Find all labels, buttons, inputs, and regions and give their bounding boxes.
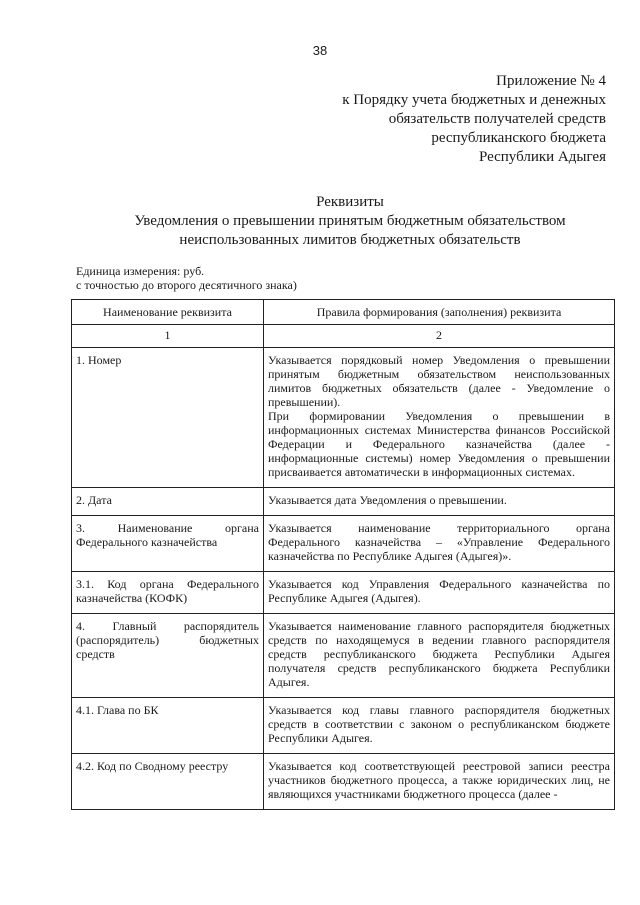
units-line: с точностью до второго десятичного знака) [76, 278, 297, 292]
column-number: 1 [72, 325, 264, 348]
table-header-row [72, 300, 615, 325]
requisite-name: 4.1. Глава по БК [72, 698, 264, 754]
appendix-line: Республики Адыгея [478, 149, 606, 165]
rule-paragraph: Указывается порядковый номер Уведомления о превышении принятым бюджетным обязательством неиспользованных лимитов бюджетных обязательств (далее - Уведомление о превышении). [268, 353, 610, 409]
heading-subtitle: неиспользованных лимитов бюджетных обязательств [179, 232, 521, 248]
requisite-name: 3. Наименование органа Федерального казначейства [72, 516, 264, 572]
column-number-row [72, 325, 615, 348]
heading-subtitle: Уведомления о превышении принятым бюджетным обязательством [134, 213, 566, 229]
table-row [72, 348, 615, 488]
column-number: 2 [264, 325, 615, 348]
page-number: 38 [312, 43, 328, 58]
requisite-name: 4. Главный распорядитель (распорядитель) бюджетных средств [72, 614, 264, 698]
appendix-line: республиканского бюджета [431, 130, 606, 146]
table-row [72, 488, 615, 516]
requisite-name: 3.1. Код органа Федерального казначейства (КОФК) [72, 572, 264, 614]
requisite-name: 4.2. Код по Сводному реестру [72, 754, 264, 810]
units-line: Единица измерения: руб. [76, 264, 205, 278]
requisite-rule: Указывается код соответствующей реестровой записи реестра участников бюджетного процесса, а также юридических лиц, не являющихся участниками бюджетного процесса (далее - [264, 754, 615, 810]
requisites-table [71, 299, 615, 810]
column-header: Наименование реквизита [72, 300, 264, 325]
requisite-name: 1. Номер [72, 348, 264, 488]
table-row [72, 614, 615, 698]
requisite-rule: Указывается наименование территориального органа Федерального казначейства – «Управление Федерального казначейства по Республике Адыгея (Адыгея)». [264, 516, 615, 572]
requisite-rule [264, 348, 615, 488]
document-heading [60, 193, 640, 250]
table-row [72, 572, 615, 614]
appendix-line: обязательств получателей средств [388, 111, 606, 127]
table-row [72, 516, 615, 572]
appendix-line: к Порядку учета бюджетных и денежных [342, 92, 606, 108]
units-note [76, 264, 297, 292]
requisite-name: 2. Дата [72, 488, 264, 516]
column-header: Правила формирования (заполнения) реквизита [264, 300, 615, 325]
table-row [72, 754, 615, 810]
requisite-rule: Указывается код Управления Федерального казначейства по Республике Адыгея (Адыгея). [264, 572, 615, 614]
appendix-line: Приложение № 4 [496, 73, 606, 89]
requisite-rule: Указывается наименование главного распорядителя бюджетных средств по находящемуся в ведении главного распорядителя средств республиканского бюджета Республики Адыгея получателя средств республиканского бюджета Республики Адыгея. [264, 614, 615, 698]
appendix-block [342, 72, 606, 167]
table-row [72, 698, 615, 754]
requisite-rule: Указывается код главы главного распорядителя бюджетных средств в соответствии с законом о республиканском бюджете Республики Адыгея. [264, 698, 615, 754]
requisite-rule: Указывается дата Уведомления о превышении. [264, 488, 615, 516]
heading-title: Реквизиты [316, 194, 384, 210]
rule-paragraph: При формировании Уведомления о превышении в информационных системах Министерства финансов Российской Федерации и Федерального казначейства (далее - информационные системы) номер Уведомления о превышении присваивается автоматически в информационных системах. [268, 409, 610, 479]
